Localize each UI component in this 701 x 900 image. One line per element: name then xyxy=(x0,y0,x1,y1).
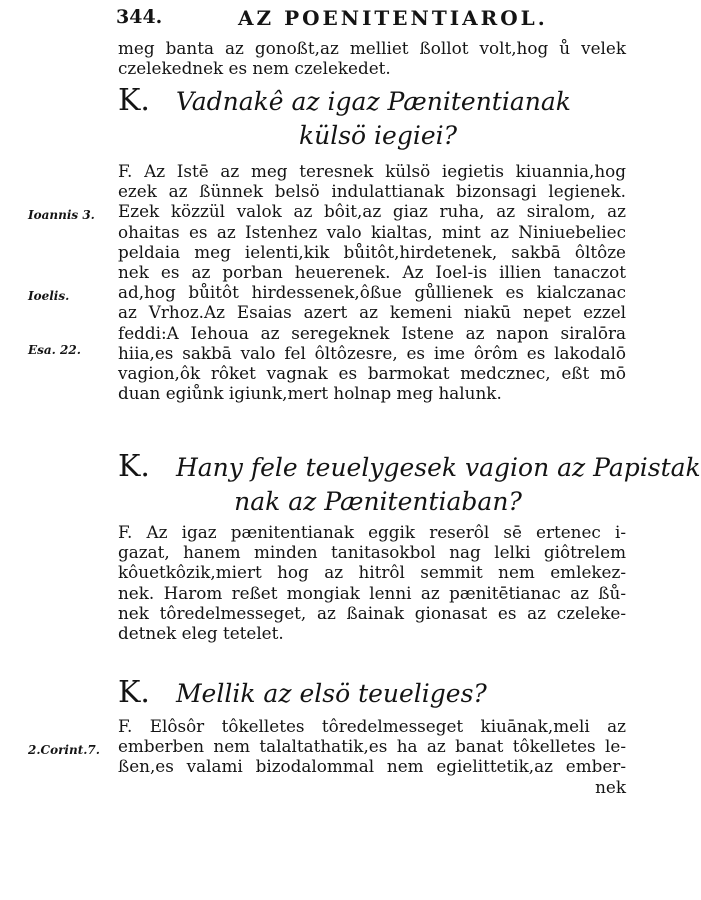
question-text-continued: külsö iegiei? xyxy=(298,121,458,150)
text-line: nek tôredelmesseget, az ßainak gionasat es az czeleke- xyxy=(118,602,626,623)
answer-paragraph-3 xyxy=(118,716,626,797)
question-heading-1 xyxy=(118,84,638,153)
margin-note-esa: Esa. 22. xyxy=(28,343,81,357)
answer-paragraph-2 xyxy=(118,522,626,643)
text-line: Ezek közzül valok az bôit,az giaz ruha, az siralom, az xyxy=(118,201,626,222)
running-head: AZ POENITENTIAROL. xyxy=(238,6,548,30)
question-text-continued: nak az Pænitentiaban? xyxy=(234,487,522,516)
text-line: kôuetkôzik,miert hog az hitrôl semmit nem emlekez- xyxy=(118,562,626,583)
text-line: gazat, hanem minden tanitasokbol nag lelki giôtrelem xyxy=(118,542,626,563)
text-line: F. Elôsôr tôkelletes tôredelmesseget kiuānak,meli az xyxy=(118,716,626,736)
text-line: F. Az igaz pænitentianak eggik reserôl sē ertenec i- xyxy=(118,522,626,542)
margin-note-corint: 2.Corint.7. xyxy=(28,743,100,757)
text-line: nek es az porban heuerenek. Az Ioel-is illien tanaczot xyxy=(118,261,626,282)
question-text: Mellik az elsö teueliges? xyxy=(175,679,487,708)
text-line: hiia,es sakbā valo fel ôltôzesre, es ime ôrôm es lakodalō xyxy=(118,342,626,363)
text-line: peldaia meg ielenti,kik bůitôt,hirdetenek, sakbā ôltôze xyxy=(118,241,626,262)
question-heading-3 xyxy=(118,676,638,711)
question-text: Vadnakê az igaz Pænitentianak xyxy=(175,87,571,116)
text-line: F. Az Istē az meg teresnek külsö iegietis kiuannia,hog xyxy=(118,161,626,181)
margin-note-ioelis: Ioelis. xyxy=(28,289,70,303)
question-heading-2 xyxy=(118,449,701,519)
question-mark: K. xyxy=(118,83,150,118)
text-line: vagion,ôk rôket vagnak es barmokat medcznec, eßt mō xyxy=(118,362,626,383)
question-mark: K. xyxy=(118,675,150,710)
question-mark: K. xyxy=(118,449,150,484)
text-line: nek. Harom reßet mongiak lenni az pænitētianac az ßů- xyxy=(118,582,626,603)
paragraph-intro xyxy=(118,38,626,78)
text-line: detnek eleg tetelet. xyxy=(118,622,284,643)
text-line: ad,hog bůitôt hirdessenek,ôßue gůllienek es kialczanac xyxy=(118,282,626,303)
text-line: az Vrhoz.Az Esaias azert az kemeni niakū nepet ezzel xyxy=(118,302,626,323)
text-line: feddi:A Iehoua az seregeknek Istene az napon siralōra xyxy=(118,322,626,343)
text-line: emberben nem talaltathatik,es ha az banat tôkelletes le- xyxy=(118,736,626,757)
page-header xyxy=(116,4,636,34)
text-line: ezek az ßünnek belsö indulattianak bizonsagi legienek. xyxy=(118,181,626,202)
catchword: nek xyxy=(595,776,626,797)
text-line: czelekednek es nem czelekedet. xyxy=(118,58,391,79)
page-number: 344. xyxy=(116,6,163,28)
text-line: ohaitas es az Istenhez valo kialtas, mint az Niniuebeliec xyxy=(118,221,626,242)
text-line: meg banta az gonoßt,az melliet ßollot volt,hog ů velek xyxy=(118,38,626,58)
text-line: duan egiůnk igiunk,mert holnap meg halunk. xyxy=(118,383,502,404)
answer-paragraph-1 xyxy=(118,161,626,403)
question-text: Hany fele teuelygesek vagion az Papistak xyxy=(175,453,701,482)
margin-note-ioannis: Ioannis 3. xyxy=(28,208,95,222)
text-line: ßen,es valami bizodalommal nem egielittetik,az ember- xyxy=(118,756,626,777)
